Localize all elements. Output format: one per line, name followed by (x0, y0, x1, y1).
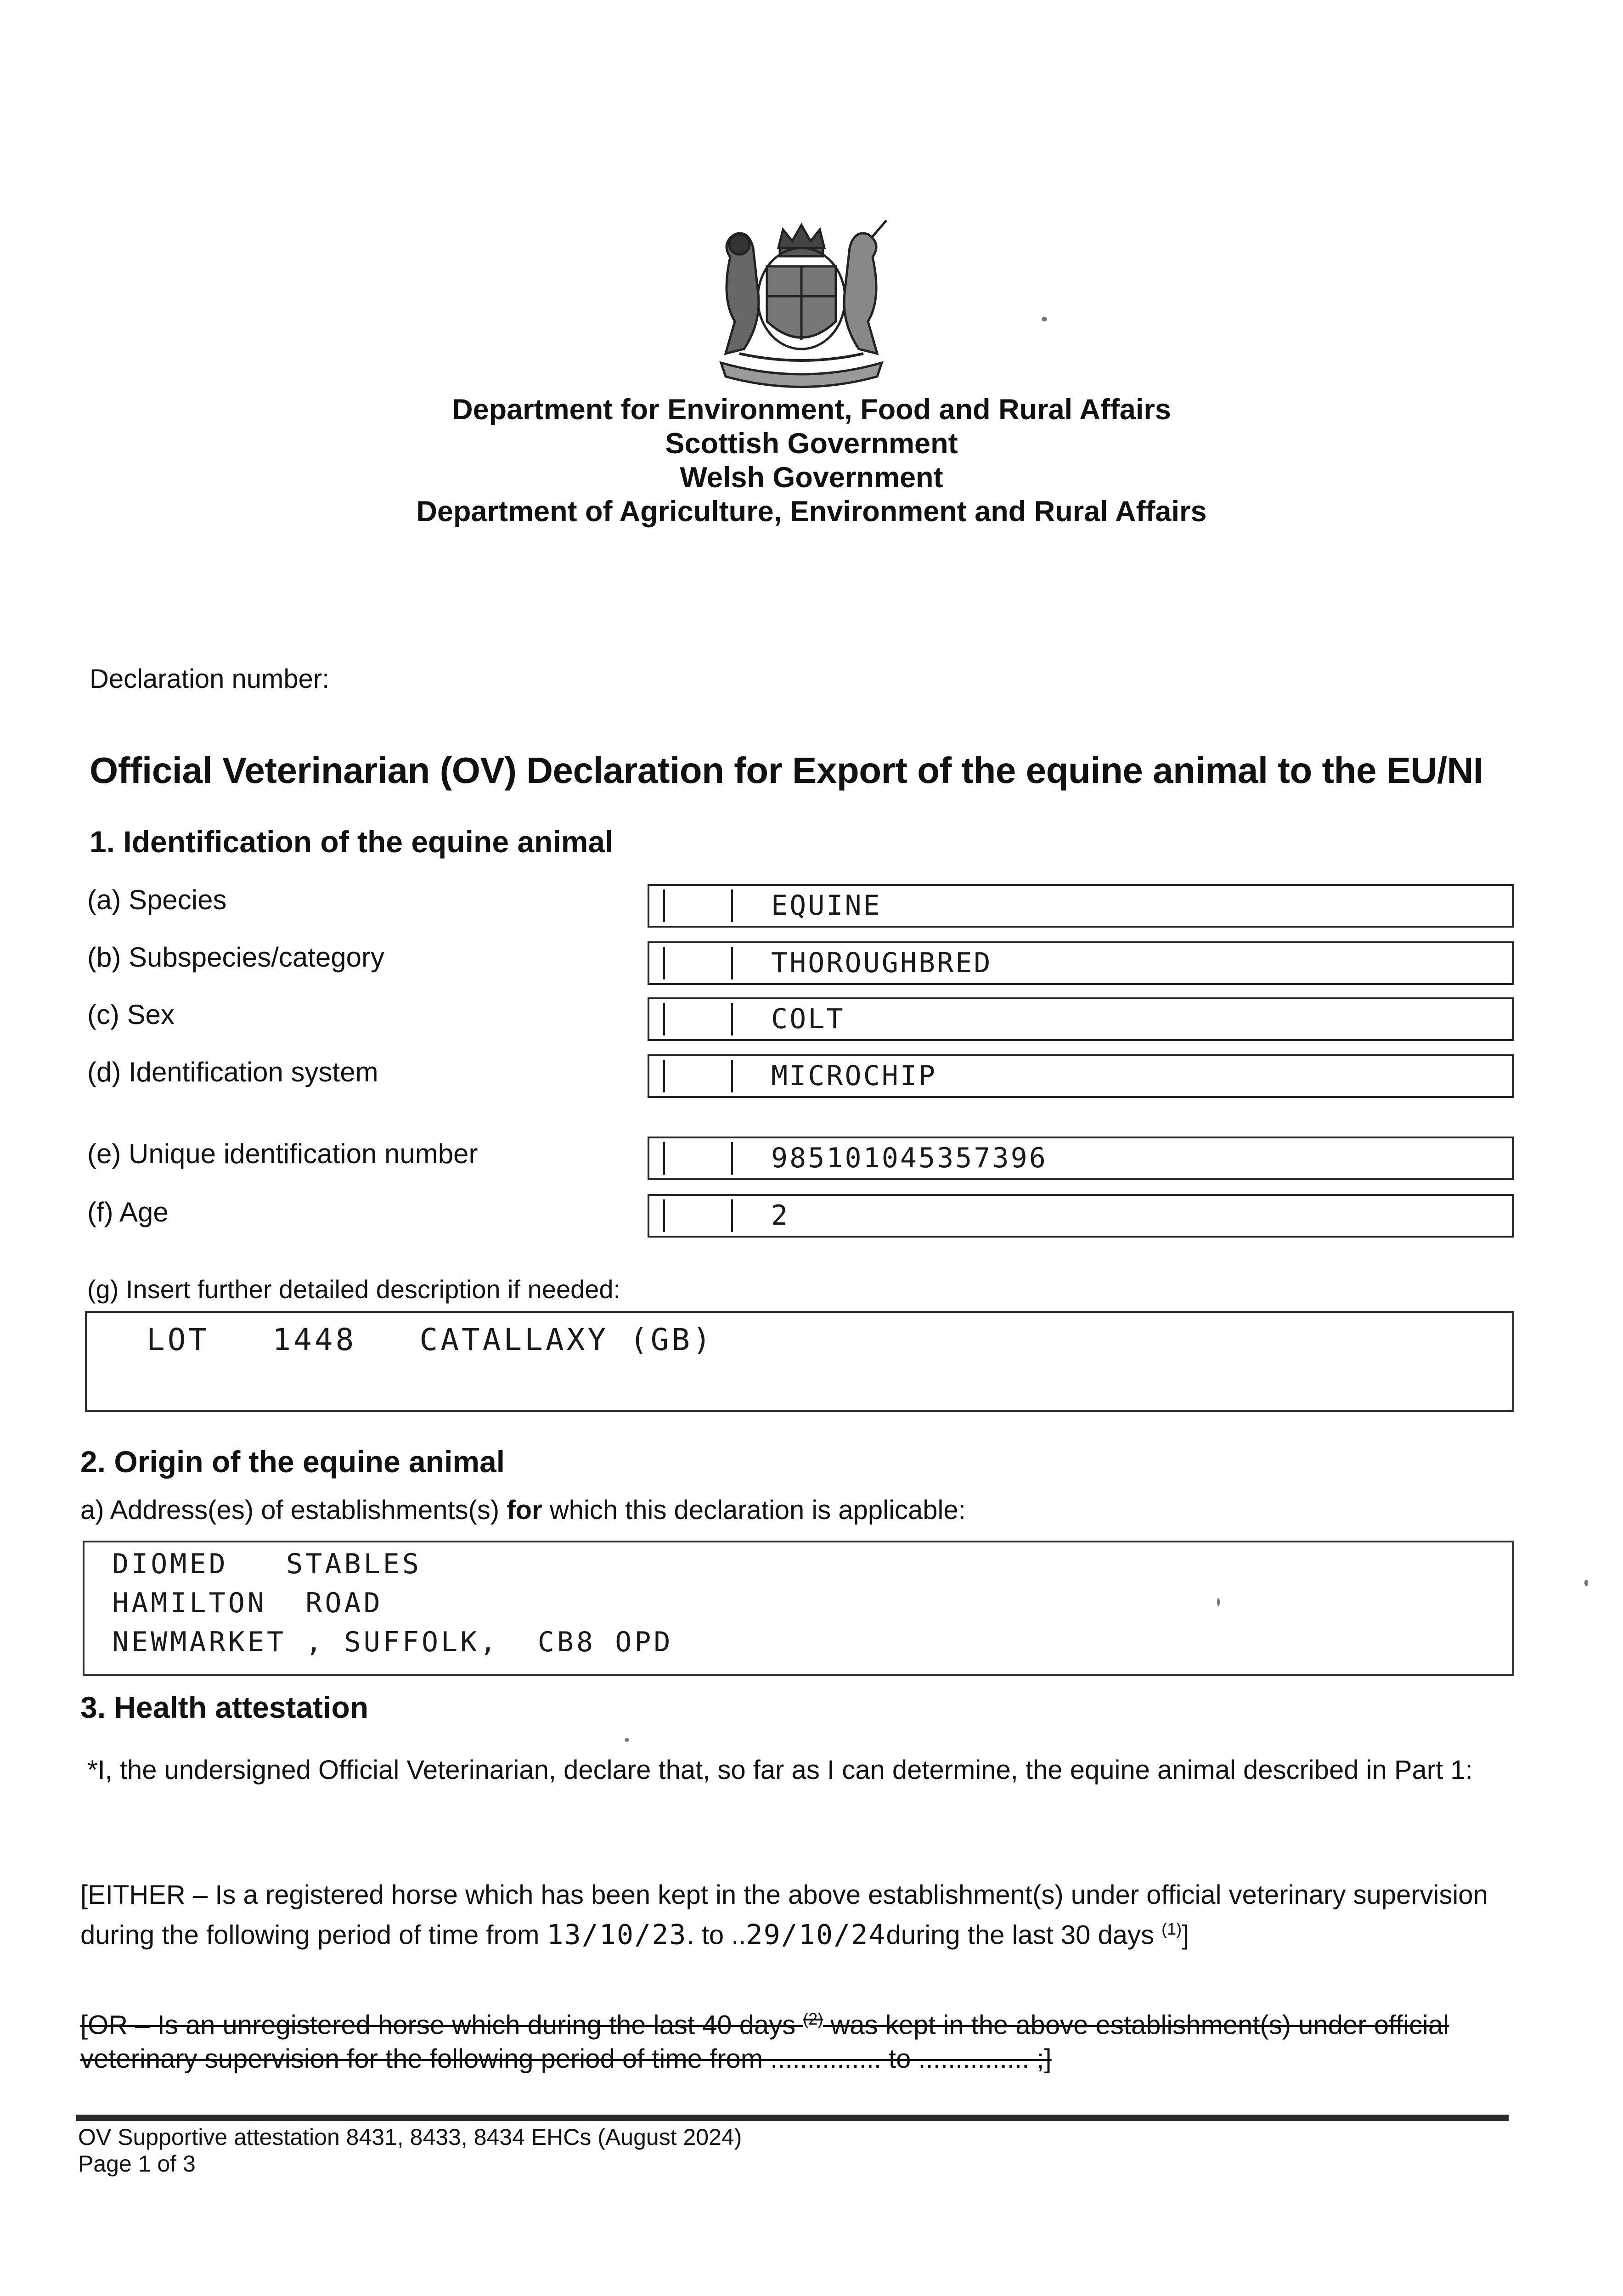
department-welsh-government: Welsh Government (680, 461, 943, 494)
or-clause (80, 2002, 1509, 2076)
sex-field[interactable] (648, 997, 1514, 1041)
unique-id-label: (e) Unique identification number (87, 1138, 478, 1169)
department-defra: Department for Environment, Food and Rural Affairs (452, 394, 1171, 426)
age-field[interactable] (648, 1194, 1514, 1238)
description-value: LOT 1448 CATALLAXY (GB) (147, 1322, 714, 1357)
identification-system-value: MICROCHIP (771, 1060, 937, 1092)
description-label: (g) Insert further detailed description if needed: (87, 1275, 621, 1304)
or-text-2: was kept in the above establishment(s) under official veterinary supervision for the following period of time from ............... to ............... ;] (80, 2010, 1449, 2074)
section3-heading: 3. Health attestation (80, 1690, 369, 1724)
unique-id-value: 985101045357396 (771, 1142, 1048, 1174)
scan-speck (1042, 317, 1047, 321)
or-footnote-ref: (2) (803, 2009, 823, 2028)
age-label: (f) Age (87, 1197, 169, 1227)
scan-speck (625, 1738, 629, 1742)
address-line-2: HAMILTON ROAD (112, 1587, 383, 1619)
subspecies-field[interactable] (648, 941, 1514, 985)
either-text-3: during the last 30 days (886, 1920, 1162, 1950)
scan-speck (1217, 1598, 1220, 1606)
either-text-1: [EITHER – Is a registered horse which has been kept in the above establishment(s) under official veterinary supervision during the following period of time from (80, 1880, 1488, 1950)
address-field[interactable] (83, 1541, 1514, 1676)
document-title: Official Veterinarian (OV) Declaration for Export of the equine animal to the EU/NI (90, 750, 1483, 791)
identification-system-field[interactable] (648, 1054, 1514, 1098)
scan-speck (1584, 1580, 1588, 1586)
subspecies-value: THOROUGHBRED (771, 947, 992, 979)
footer-reference: OV Supportive attestation 8431, 8433, 8434 EHCs (August 2024) (78, 2124, 742, 2150)
unique-id-field[interactable] (648, 1137, 1514, 1180)
department-daera: Department of Agriculture, Environment and Rural Affairs (416, 495, 1207, 528)
either-clause (80, 1878, 1509, 1952)
or-text-1: [OR – Is an unregistered horse which during the last 40 days (80, 2010, 803, 2040)
age-value: 2 (771, 1199, 790, 1232)
either-date-to: 29/10/24 (746, 1919, 886, 1951)
section2-heading: 2. Origin of the equine animal (80, 1445, 505, 1479)
health-attestation-intro: *I, the undersigned Official Veterinarian, declare that, so far as I can determine, the equine animal described in Part 1: (87, 1755, 1473, 1785)
species-value: EQUINE (771, 889, 882, 922)
subspecies-label: (b) Subspecies/category (87, 942, 384, 973)
page-number: Page 1 of 3 (78, 2151, 196, 2177)
address-line-3: NEWMARKET , SUFFOLK, CB8 OPD (112, 1626, 673, 1658)
royal-coat-of-arms-icon (693, 216, 909, 390)
sex-value: COLT (771, 1003, 845, 1035)
description-field[interactable] (85, 1311, 1514, 1412)
address-line-1: DIOMED STABLES (112, 1548, 422, 1580)
species-field[interactable] (648, 884, 1514, 928)
section1-heading: 1. Identification of the equine animal (90, 825, 614, 859)
address-label-pre: a) Address(es) of establishments(s) (80, 1495, 507, 1525)
address-label-post: which this declaration is applicable: (542, 1495, 966, 1525)
either-date-from: 13/10/23 (547, 1919, 687, 1951)
department-scottish-government: Scottish Government (665, 428, 958, 460)
address-label (80, 1495, 966, 1525)
address-label-bold: for (507, 1495, 542, 1525)
either-text-end: ] (1182, 1920, 1189, 1950)
either-text-2: . to .. (687, 1920, 746, 1950)
species-label: (a) Species (87, 884, 227, 915)
either-footnote-ref: (1) (1161, 1919, 1182, 1938)
sex-label: (c) Sex (87, 999, 175, 1030)
footer-divider (76, 2115, 1509, 2121)
identification-system-label: (d) Identification system (87, 1057, 378, 1087)
declaration-number-label: Declaration number: (90, 664, 330, 694)
